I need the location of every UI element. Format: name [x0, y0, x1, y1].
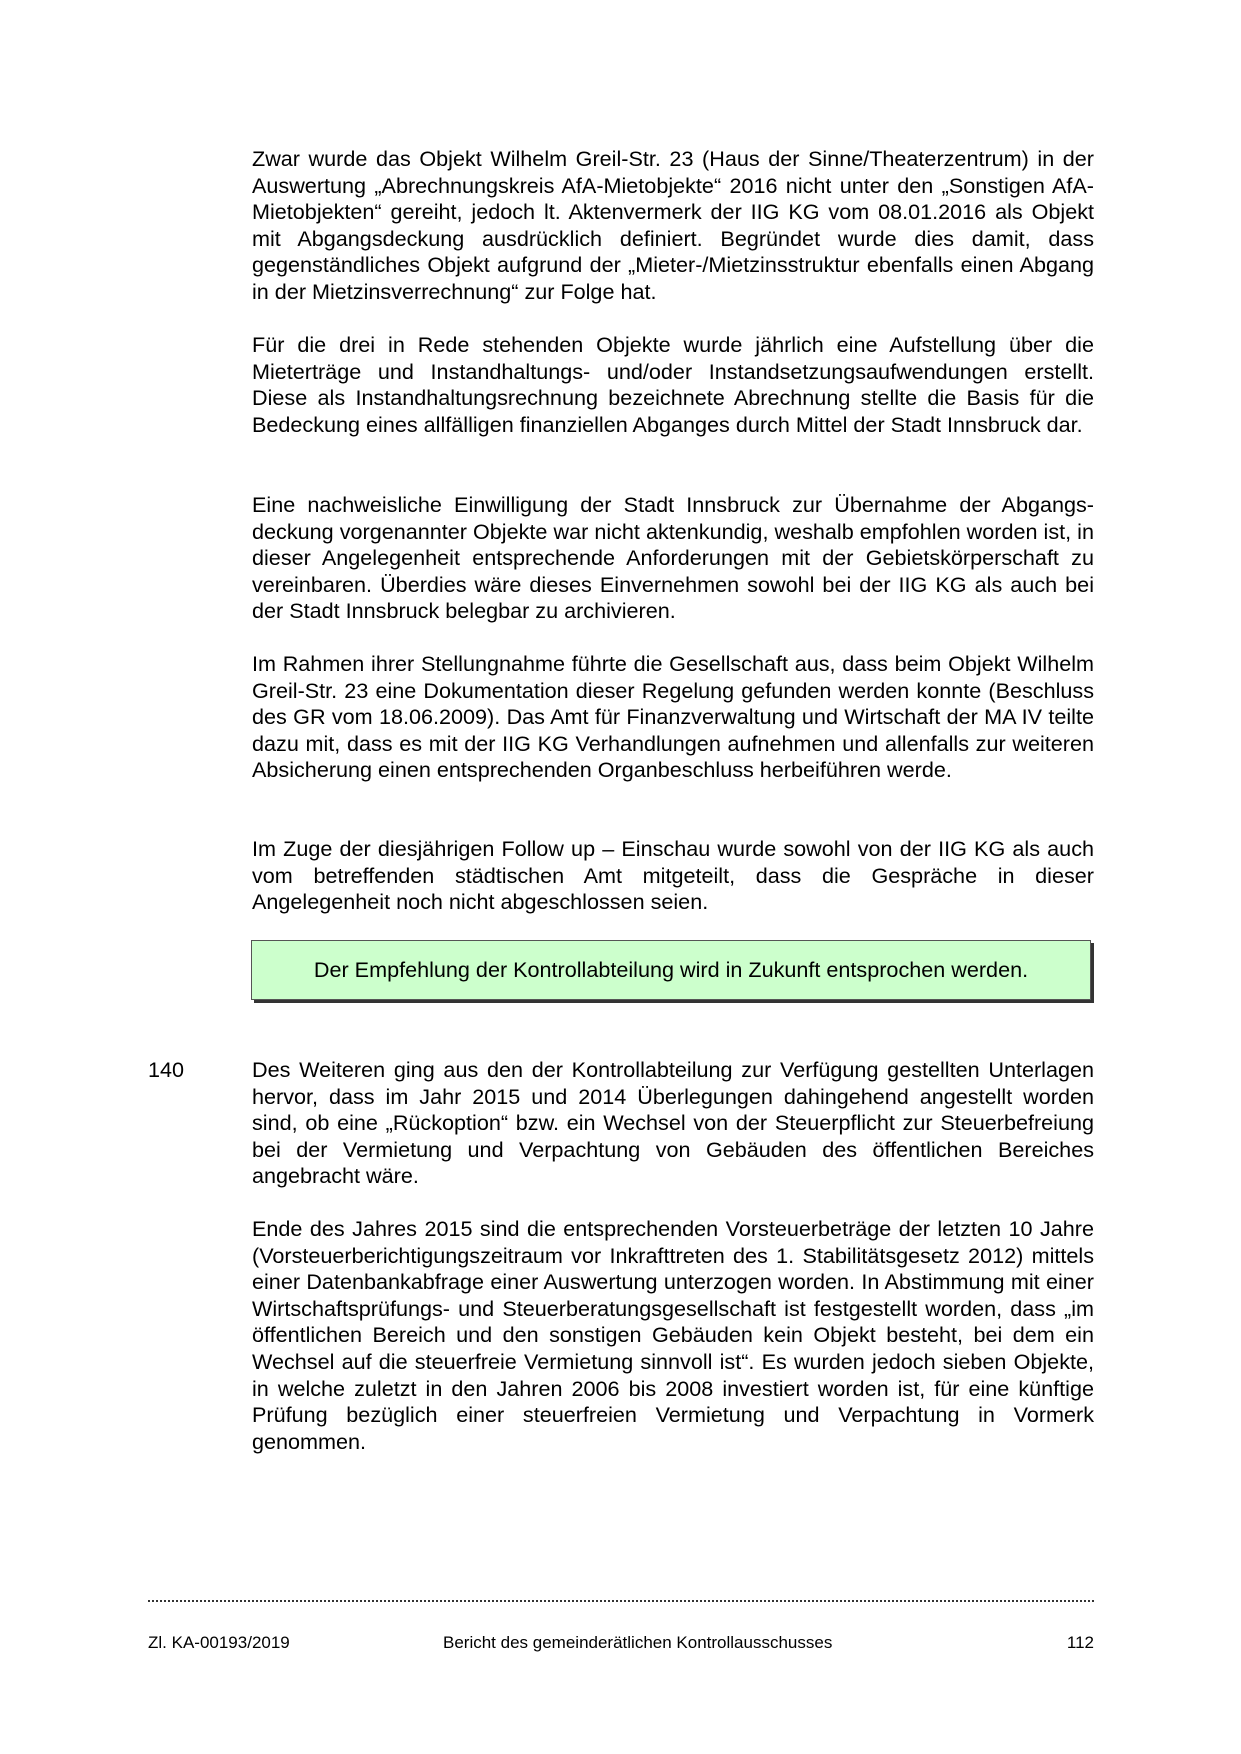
footer-reference: Zl. KA-00193/2019	[148, 1633, 290, 1652]
paragraph-text: Des Weiteren ging aus den der Kontrollabteilung zur Verfügung gestellten Unterlagen hervor, dass im Jahr 2015 und 2014 Überlegungen dahingehend angestellt worden sind, ob eine „Rückoption“ bzw. ein Wechsel von der Steuerpflicht zur Steuerbefreiung bei der Vermietung und Verpachtung von Gebäuden des öffentlichen Bereiches angebracht wäre.	[252, 1057, 1094, 1189]
paragraph-text: Ende des Jahres 2015 sind die entsprechenden Vorsteuerbeträge der letzten 10 Jahre (Vorsteuerberichtigungszeitraum vor Inkrafttreten des 1. Stabilitätsgesetz 2012) mittels einer Datenbankabfrage einer Auswertung unterzogen worden. In Abstimmung mit einer Wirtschaftsprüfungs- und Steuerberatungsgesellschaft ist festgestellt worden, dass „im öffentlichen Bereich und den sonstigen Gebäuden kein Objekt besteht, bei dem ein Wechsel auf die steuerfreie Vermietung sinnvoll ist“. Es wurden jedoch sieben Objekte, in welche zuletzt in den Jahren 2006 bis 2008 investiert worden ist, für eine künftige Prüfung bezüglich einer steuerfreien Vermietung und Verpachtung in Vormerk genommen.	[252, 1216, 1094, 1454]
paragraph-text: Zwar wurde das Objekt Wilhelm Greil-Str. 23 (Haus der Sinne/Theaterzentrum) in der Auswertung „Abrechnungskreis AfA-Mietobjekte“ 2016 nicht unter den „Sonstigen AfA-Mietobjekten“ gereiht, jedoch lt. Aktenvermerk der IIG KG vom 08.01.2016 als Objekt mit Abgangsdeckung ausdrücklich definiert. Begründet wurde dies damit, dass gegenständliches Objekt aufgrund der „Mieter-/Mietzinsstruktur ebenfalls einen Abgang in der Mietzinsverrechnung“ zur Folge hat.	[252, 146, 1094, 304]
body-paragraph	[252, 332, 1094, 438]
section-140-paragraph	[252, 1057, 1094, 1190]
section-140-paragraph	[252, 1216, 1094, 1455]
paragraph-text: Im Zuge der diesjährigen Follow up – Einschau wurde sowohl von der IIG KG als auch vom betreffenden städtischen Amt mitgeteilt, dass die Gespräche in dieser Angelegenheit noch nicht abgeschlossen seien.	[252, 836, 1094, 915]
paragraph-text: Im Rahmen ihrer Stellungnahme führte die Gesellschaft aus, dass beim Objekt Wilhelm Greil-Str. 23 eine Dokumentation dieser Regelung gefunden werden konnte (Beschluss des GR vom 18.06.2009). Das Amt für Finanzverwaltung und Wirtschaft der MA IV teilte dazu mit, dass es mit der IIG KG Verhandlungen aufnehmen und allenfalls zur weiteren Absicherung einen entsprechenden Organbeschluss herbeiführen werde.	[252, 651, 1094, 783]
callout-text: Der Empfehlung der Kontrollabteilung wird in Zukunft entsprochen werden.	[313, 957, 1029, 982]
paragraph-text: Eine nachweisliche Einwilligung der Stadt Innsbruck zur Übernahme der Abgangsdeckung vorgenannter Objekte war nicht aktenkundig, weshalb empfohlen worden ist, in dieser Angelegenheit entsprechende Anforderungen mit der Gebietskörperschaft zu vereinbaren. Überdies wäre dieses Einvernehmen sowohl bei der IIG KG als auch bei der Stadt Innsbruck belegbar zu archivieren.	[252, 492, 1094, 624]
footer-page-number: 112	[1066, 1633, 1094, 1652]
section-number: 140	[148, 1057, 185, 1082]
body-paragraph	[252, 836, 1094, 916]
body-paragraph	[252, 146, 1094, 306]
footer-title: Bericht des gemeinderätlichen Kontrollausschusses	[443, 1633, 833, 1652]
body-paragraph	[252, 651, 1094, 784]
body-paragraph	[252, 492, 1094, 625]
recommendation-callout	[251, 940, 1091, 1000]
footer-divider	[148, 1600, 1094, 1602]
paragraph-text: Für die drei in Rede stehenden Objekte wurde jährlich eine Aufstellung über die Mieterträge und Instandhaltungs- und/oder Instandsetzungsaufwendungen erstellt. Diese als Instandhaltungsrechnung bezeichnete Abrechnung stellte die Basis für die Bedeckung eines allfälligen finanziellen Abganges durch Mittel der Stadt Innsbruck dar.	[252, 332, 1094, 437]
